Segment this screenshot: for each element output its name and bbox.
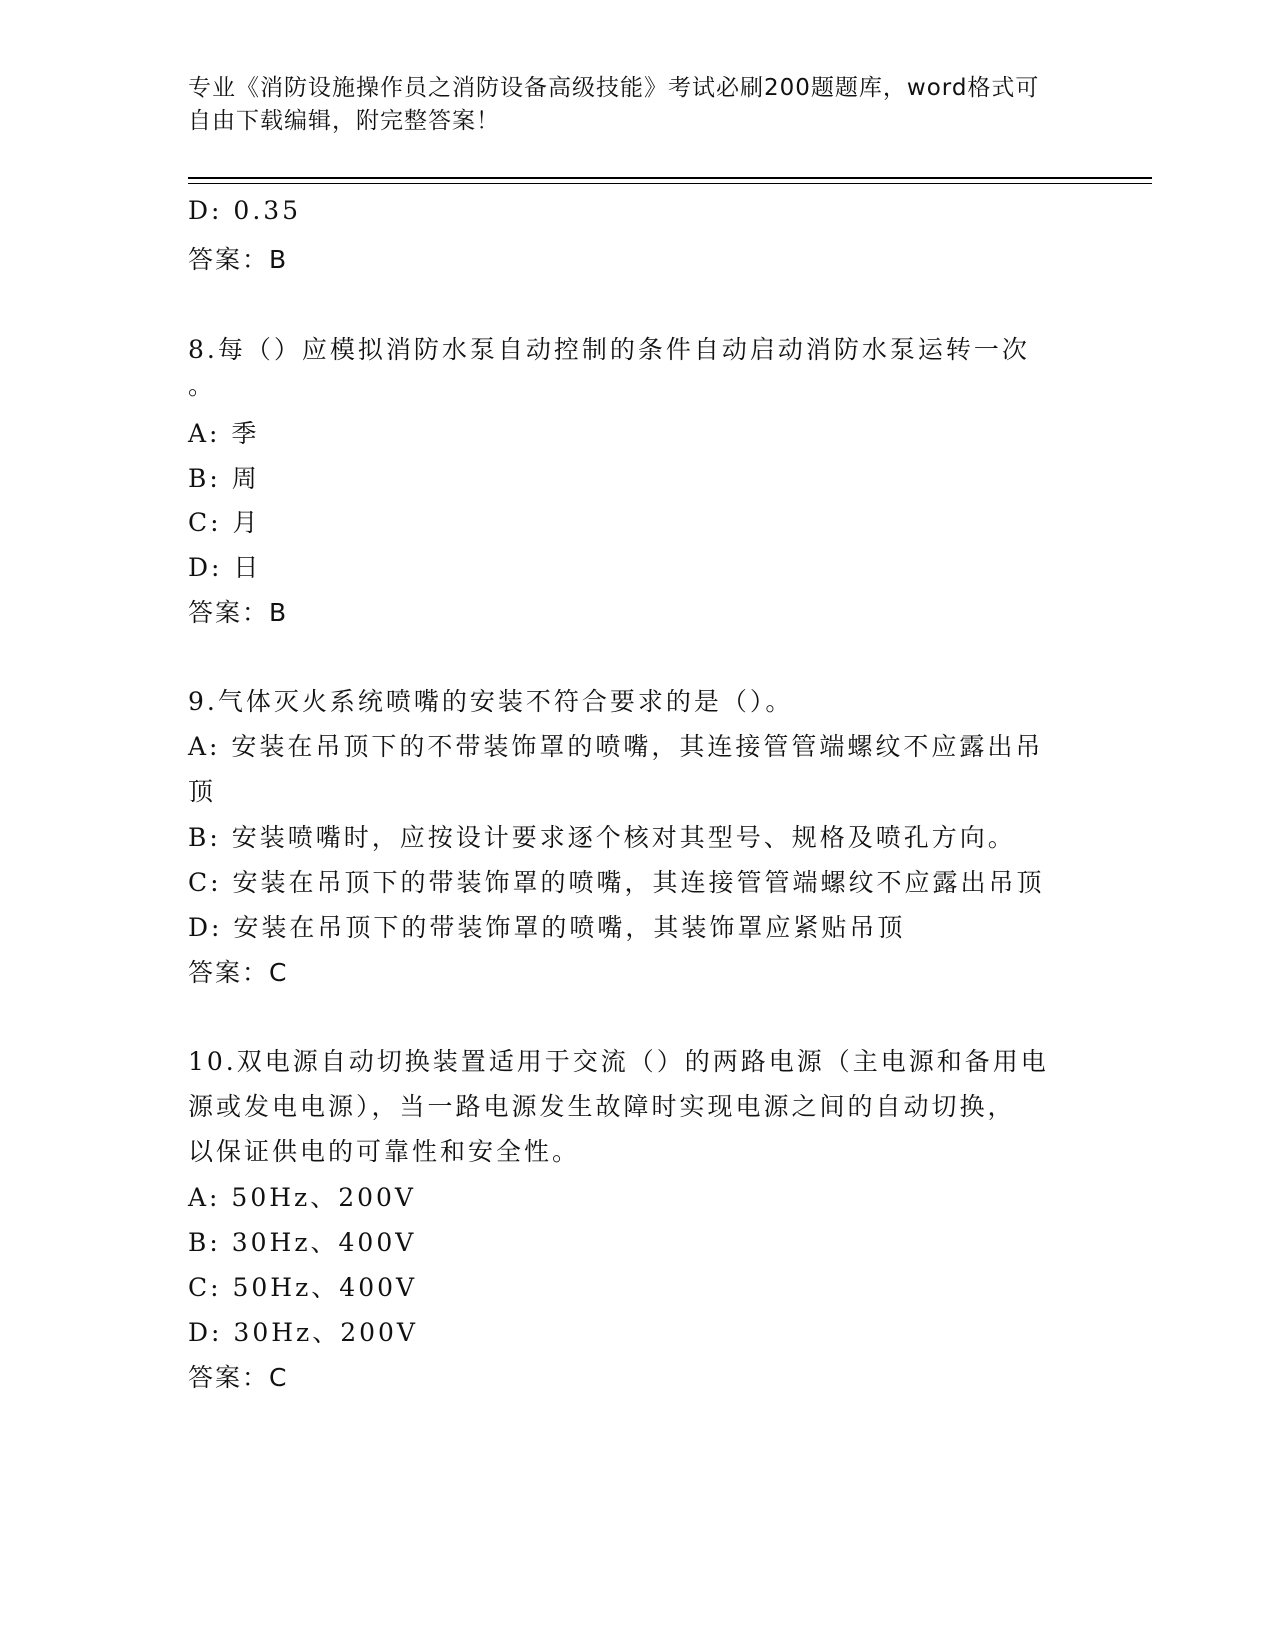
header-line-1: 专业《消防设施操作员之消防设备高级技能》考试必刷200题题库，word格式可 xyxy=(188,75,1040,101)
q10-answer: 答案：C xyxy=(188,1363,289,1392)
q9-option-a-line-1: A: 安装在吊顶下的不带装饰罩的喷嘴，其连接管管端螺纹不应露出吊 xyxy=(188,732,1044,761)
q10-option-d: D: 30Hz、200V xyxy=(188,1318,418,1347)
q8-option-b: B: 周 xyxy=(188,464,260,493)
header-rule-thin xyxy=(188,183,1152,184)
q10-option-c: C: 50Hz、400V xyxy=(188,1273,418,1302)
q9-stem-line-1: 9.气体灭火系统喷嘴的安装不符合要求的是（）。 xyxy=(188,687,794,716)
q10-option-a: A: 50Hz、200V xyxy=(188,1183,416,1212)
header-line-2: 自由下载编辑，附完整答案！ xyxy=(188,108,500,134)
q10-stem-line-1: 10.双电源自动切换装置适用于交流（）的两路电源（主电源和备用电 xyxy=(188,1047,1049,1076)
q8-option-a: A: 季 xyxy=(188,419,260,448)
q10-stem-line-3: 以保证供电的可靠性和安全性。 xyxy=(188,1137,581,1166)
q9-option-b: B: 安装喷嘴时，应按设计要求逐个核对其型号、规格及喷孔方向。 xyxy=(188,823,1016,852)
q9-answer: 答案：C xyxy=(188,958,289,987)
q8-stem-line-2: 。 xyxy=(188,371,217,400)
q8-option-d: D: 日 xyxy=(188,553,262,582)
q7-option-d: D: 0.35 xyxy=(188,196,302,225)
document-header xyxy=(188,72,1088,138)
q9-option-c: C: 安装在吊顶下的带装饰罩的喷嘴，其连接管管端螺纹不应露出吊顶 xyxy=(188,868,1045,897)
q10-stem-line-2: 源或发电电源），当一路电源发生故障时实现电源之间的自动切换， xyxy=(188,1092,1016,1121)
q8-option-c: C: 月 xyxy=(188,508,261,537)
q9-option-a-line-2: 顶 xyxy=(188,777,217,806)
header-rule-thick xyxy=(188,177,1152,179)
q7-answer: 答案：B xyxy=(188,245,289,274)
q8-answer: 答案：B xyxy=(188,598,289,627)
q8-stem-line-1: 8.每（）应模拟消防水泵自动控制的条件自动启动消防水泵运转一次 xyxy=(188,335,1030,364)
q10-option-b: B: 30Hz、400V xyxy=(188,1228,417,1257)
q9-option-d: D: 安装在吊顶下的带装饰罩的喷嘴，其装饰罩应紧贴吊顶 xyxy=(188,913,906,942)
